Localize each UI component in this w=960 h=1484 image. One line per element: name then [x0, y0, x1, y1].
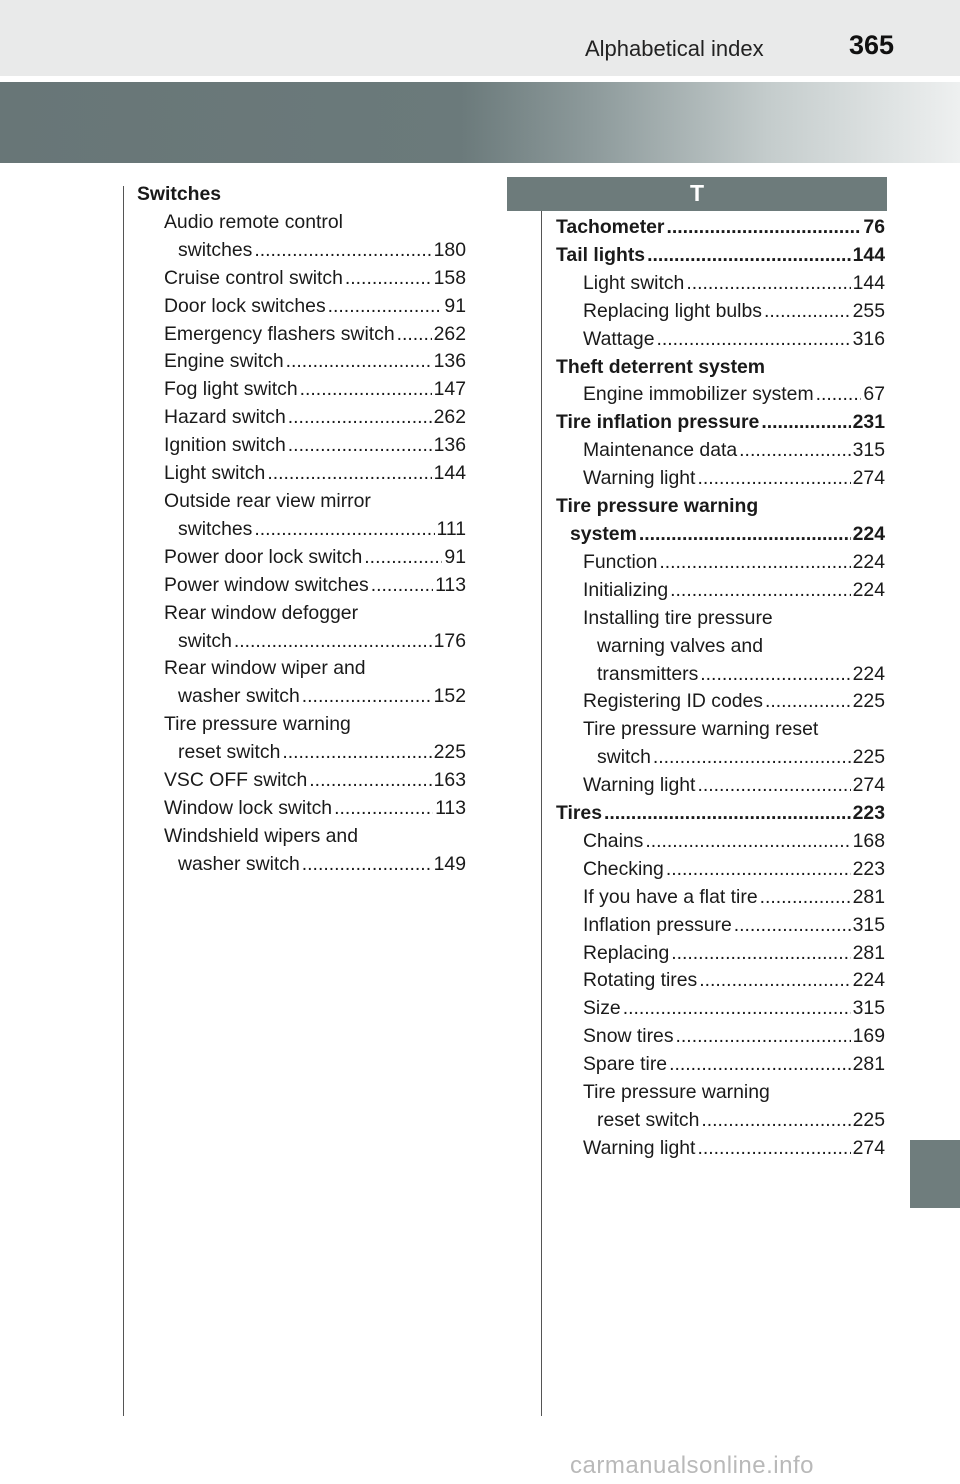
index-entry-text: Inflation pressure — [583, 913, 732, 936]
index-entry — [137, 404, 466, 432]
dot-leader — [300, 376, 432, 404]
dot-leader — [697, 772, 850, 800]
dot-leader — [309, 767, 431, 795]
index-entry-page[interactable]: 274 — [852, 467, 885, 490]
dot-leader — [647, 242, 851, 270]
index-entry-text: Registering ID codes — [583, 690, 763, 713]
index-entry-text: switches — [178, 517, 253, 540]
index-entry-text: washer switch — [178, 685, 300, 708]
index-entry-text: Warning light — [583, 774, 696, 797]
index-entry-page[interactable]: 163 — [433, 769, 466, 792]
index-entry-text: Emergency flashers switch — [164, 322, 395, 345]
index-entry-text: Hazard switch — [164, 406, 286, 429]
index-entry-page[interactable]: 224 — [852, 969, 885, 992]
index-entry-text: washer switch — [178, 852, 300, 875]
index-entry — [137, 655, 466, 683]
index-entry — [556, 465, 885, 493]
index-entry-page[interactable]: 149 — [433, 852, 466, 875]
index-entry-page[interactable]: 281 — [852, 1053, 885, 1076]
index-entry-page[interactable]: 223 — [852, 802, 885, 825]
index-entry-page[interactable]: 315 — [852, 439, 885, 462]
index-entry-text: Light switch — [583, 271, 685, 294]
index-entry-text: system — [570, 522, 637, 545]
index-entry-text: Ignition switch — [164, 434, 286, 457]
index-entry — [137, 544, 466, 572]
index-entry — [556, 381, 885, 409]
dot-leader — [666, 856, 851, 884]
dot-leader — [653, 744, 851, 772]
dot-leader — [701, 1107, 850, 1135]
index-entry-page[interactable]: 315 — [852, 913, 885, 936]
index-entry — [556, 940, 885, 968]
index-entry-text: Power window switches — [164, 573, 369, 596]
index-entry — [556, 856, 885, 884]
dot-leader — [761, 409, 850, 437]
index-entry — [556, 800, 885, 828]
index-entry-page[interactable]: 224 — [852, 522, 885, 545]
index-entry — [556, 521, 885, 549]
index-entry — [556, 688, 885, 716]
index-entry-page[interactable]: 168 — [852, 829, 885, 852]
dot-leader — [604, 800, 851, 828]
section-letter-bar: T — [507, 177, 887, 211]
index-entry — [137, 711, 466, 739]
index-entry — [556, 1135, 885, 1163]
index-entry-text: VSC OFF switch — [164, 769, 308, 792]
index-entry — [137, 628, 466, 656]
dot-leader — [765, 688, 851, 716]
index-entry-page[interactable]: 144 — [433, 462, 466, 485]
index-entry — [556, 912, 885, 940]
index-entry-page[interactable]: 225 — [852, 746, 885, 769]
dot-leader — [699, 967, 850, 995]
index-entry — [137, 432, 466, 460]
index-entry — [556, 437, 885, 465]
index-entry — [556, 493, 885, 521]
index-entry-text: Spare tire — [583, 1053, 668, 1076]
index-entry-page[interactable]: 113 — [435, 796, 466, 819]
index-entry-page[interactable]: 91 — [444, 294, 466, 317]
index-entry-page[interactable]: 274 — [852, 774, 885, 797]
index-entry-page[interactable]: 144 — [852, 243, 885, 266]
index-entry-text: switch — [178, 629, 232, 652]
page-title: Alphabetical index — [585, 36, 764, 61]
index-entry-page[interactable]: 231 — [852, 411, 885, 434]
index-entry — [137, 488, 466, 516]
dot-leader — [623, 995, 851, 1023]
index-entry-page[interactable]: 262 — [433, 406, 466, 429]
index-entry — [556, 1051, 885, 1079]
index-entry-page[interactable]: 225 — [433, 741, 466, 764]
index-entry — [137, 823, 466, 851]
dot-leader — [659, 549, 850, 577]
index-entry — [137, 683, 466, 711]
index-entry-text: Light switch — [164, 462, 266, 485]
index-entry-text: Switches — [137, 183, 222, 205]
index-entry-page[interactable]: 76 — [863, 216, 885, 238]
index-entry — [556, 270, 885, 298]
dot-leader — [666, 214, 861, 242]
dot-leader — [645, 828, 850, 856]
dot-leader — [302, 683, 432, 711]
index-entry — [137, 600, 466, 628]
index-entry-text: Window lock switch — [164, 796, 333, 819]
dot-leader — [234, 628, 432, 656]
index-entry-text: Engine switch — [164, 350, 284, 373]
dot-leader — [288, 404, 432, 432]
index-entry — [556, 1023, 885, 1051]
dot-leader — [288, 432, 432, 460]
index-entry-text: warning valves and — [597, 634, 763, 657]
dot-leader — [254, 237, 431, 265]
dot-leader — [760, 884, 851, 912]
index-entry-text: Audio remote control — [164, 210, 343, 233]
index-entry-text: switch — [597, 746, 651, 769]
index-entry-text: Windshield wipers and — [164, 824, 359, 847]
index-entry — [137, 265, 466, 293]
index-entry-text: reset switch — [178, 741, 281, 764]
index-entry — [556, 744, 885, 772]
index-entry-page[interactable]: 111 — [436, 517, 466, 540]
index-entry-text: Tire pressure warning reset — [583, 718, 819, 741]
dot-leader — [286, 348, 432, 376]
index-entry-page[interactable]: 255 — [852, 299, 885, 322]
index-entry — [137, 851, 466, 879]
dot-leader — [697, 465, 850, 493]
index-entry — [556, 214, 885, 242]
index-entry-text: Snow tires — [583, 1025, 674, 1048]
dot-leader — [639, 521, 851, 549]
index-entry — [137, 739, 466, 767]
index-entry-page[interactable]: 281 — [852, 941, 885, 964]
index-entry — [137, 348, 466, 376]
index-entry-page[interactable]: 152 — [433, 685, 466, 708]
index-entry-page[interactable]: 274 — [852, 1136, 885, 1159]
index-entry-text: Replacing — [583, 941, 670, 964]
index-entry — [556, 354, 885, 382]
index-entry — [556, 716, 885, 744]
index-entry-text: Engine immobilizer system — [583, 383, 814, 406]
chapter-tab[interactable] — [910, 1140, 960, 1208]
index-entry-text: Maintenance data — [583, 439, 738, 462]
index-entry-text: Theft deterrent system — [556, 355, 766, 378]
index-entry-page[interactable]: 67 — [863, 383, 885, 406]
index-entry-page[interactable]: 281 — [852, 885, 885, 908]
index-entry — [137, 516, 466, 544]
index-entry — [137, 293, 466, 321]
dot-leader — [676, 1023, 851, 1051]
dot-leader — [700, 661, 850, 689]
index-entry-text: Warning light — [583, 1136, 696, 1159]
index-entry-text: Size — [583, 997, 621, 1020]
dot-leader — [734, 912, 851, 940]
index-entry-text: Initializing — [583, 578, 669, 601]
index-entry — [137, 767, 466, 795]
index-entry — [556, 577, 885, 605]
middle-column-rule — [541, 186, 542, 1416]
index-entry-text: Cruise control switch — [164, 266, 343, 289]
dot-leader — [816, 381, 862, 409]
index-entry-page[interactable]: 91 — [444, 545, 466, 568]
index-entry — [137, 376, 466, 404]
index-entry-text: Outside rear view mirror — [164, 489, 371, 512]
index-entry-text: Power door lock switch — [164, 545, 363, 568]
index-entry-text: Checking — [583, 857, 664, 880]
index-entry — [556, 1107, 885, 1135]
index-entry-page[interactable]: 136 — [433, 434, 466, 457]
index-entry — [137, 795, 466, 823]
index-entry — [556, 298, 885, 326]
index-entry-page[interactable]: 224 — [852, 662, 885, 685]
right-index-column — [556, 214, 885, 1163]
index-entry-page[interactable]: 316 — [852, 327, 885, 350]
index-entry-page[interactable]: 147 — [433, 378, 466, 401]
index-entry-text: If you have a flat tire — [583, 885, 758, 908]
index-entry-text: Door lock switches — [164, 294, 326, 317]
index-entry-page[interactable]: 225 — [852, 690, 885, 713]
index-entry-text: Tire pressure warning — [556, 495, 759, 518]
index-entry — [556, 828, 885, 856]
index-entry — [556, 409, 885, 437]
index-entry-text: Fog light switch — [164, 378, 298, 401]
dot-leader — [282, 739, 431, 767]
header-band — [0, 82, 960, 163]
header-strip — [0, 0, 960, 76]
index-entry-page[interactable]: 176 — [433, 629, 466, 652]
dot-leader — [345, 265, 432, 293]
index-entry — [556, 995, 885, 1023]
index-entry-text: Tires — [556, 802, 602, 825]
index-entry-page[interactable]: 224 — [852, 550, 885, 573]
index-entry — [556, 967, 885, 995]
index-entry-text: Tire inflation pressure — [556, 411, 760, 434]
index-entry — [137, 572, 466, 600]
index-entry — [137, 321, 466, 349]
left-column-rule — [123, 186, 124, 1416]
index-entry-text: switches — [178, 238, 253, 261]
dot-leader — [267, 460, 431, 488]
dot-leader — [697, 1135, 850, 1163]
index-entry-page[interactable]: 144 — [852, 271, 885, 294]
index-entry-text: Warning light — [583, 467, 696, 490]
page-number: 365 — [849, 30, 895, 60]
index-entry-text: Wattage — [583, 327, 655, 350]
index-entry — [556, 605, 885, 633]
index-entry-page[interactable]: 223 — [852, 857, 885, 880]
index-entry-text: Tachometer — [556, 216, 665, 238]
index-entry-text: Installing tire pressure — [583, 606, 773, 629]
index-entry — [137, 460, 466, 488]
left-index-column — [137, 181, 466, 879]
index-entry-text: reset switch — [597, 1109, 700, 1131]
index-entry-text: Rear window defogger — [164, 601, 359, 624]
index-entry-text: Rotating tires — [583, 969, 698, 992]
index-entry — [556, 661, 885, 689]
dot-leader — [328, 293, 443, 321]
index-entry-text: transmitters — [597, 662, 699, 685]
index-entry-page[interactable]: 136 — [433, 350, 466, 373]
dot-leader — [671, 940, 850, 968]
index-entry-text: Tire pressure warning — [583, 1081, 770, 1104]
index-entry-page[interactable]: 158 — [433, 266, 466, 289]
dot-leader — [669, 1051, 851, 1079]
index-entry — [556, 884, 885, 912]
dot-leader — [764, 298, 851, 326]
index-entry-page[interactable]: 225 — [852, 1109, 885, 1131]
index-entry — [556, 326, 885, 354]
index-entry-page[interactable]: 262 — [433, 322, 466, 345]
index-entry-text: Replacing light bulbs — [583, 299, 762, 322]
dot-leader — [334, 795, 433, 823]
dot-leader — [670, 577, 850, 605]
index-entry-text: Tire pressure warning — [164, 713, 351, 736]
index-entry — [556, 1079, 885, 1107]
dot-leader — [302, 851, 432, 879]
index-entry — [556, 772, 885, 800]
index-entry — [556, 549, 885, 577]
index-entry-page[interactable]: 169 — [852, 1025, 885, 1048]
dot-leader — [371, 572, 433, 600]
index-entry-page[interactable]: 180 — [433, 238, 466, 261]
index-entry — [556, 242, 885, 270]
index-entry-page[interactable]: 113 — [435, 573, 466, 596]
index-entry — [137, 209, 466, 237]
index-entry — [556, 633, 885, 661]
index-entry-text: Tail lights — [556, 243, 646, 266]
index-entry — [137, 181, 466, 209]
dot-leader — [739, 437, 850, 465]
index-entry-page[interactable]: 224 — [852, 578, 885, 601]
index-entry-text: Rear window wiper and — [164, 657, 366, 680]
index-entry-text: Function — [583, 550, 658, 573]
index-entry-page[interactable]: 315 — [852, 997, 885, 1020]
dot-leader — [254, 516, 434, 544]
dot-leader — [364, 544, 442, 572]
dot-leader — [657, 326, 851, 354]
index-entry-text: Chains — [583, 829, 644, 852]
watermark: carmanualsonline.info — [570, 1452, 814, 1479]
dot-leader — [686, 270, 850, 298]
dot-leader — [397, 321, 432, 349]
index-entry — [137, 237, 466, 265]
